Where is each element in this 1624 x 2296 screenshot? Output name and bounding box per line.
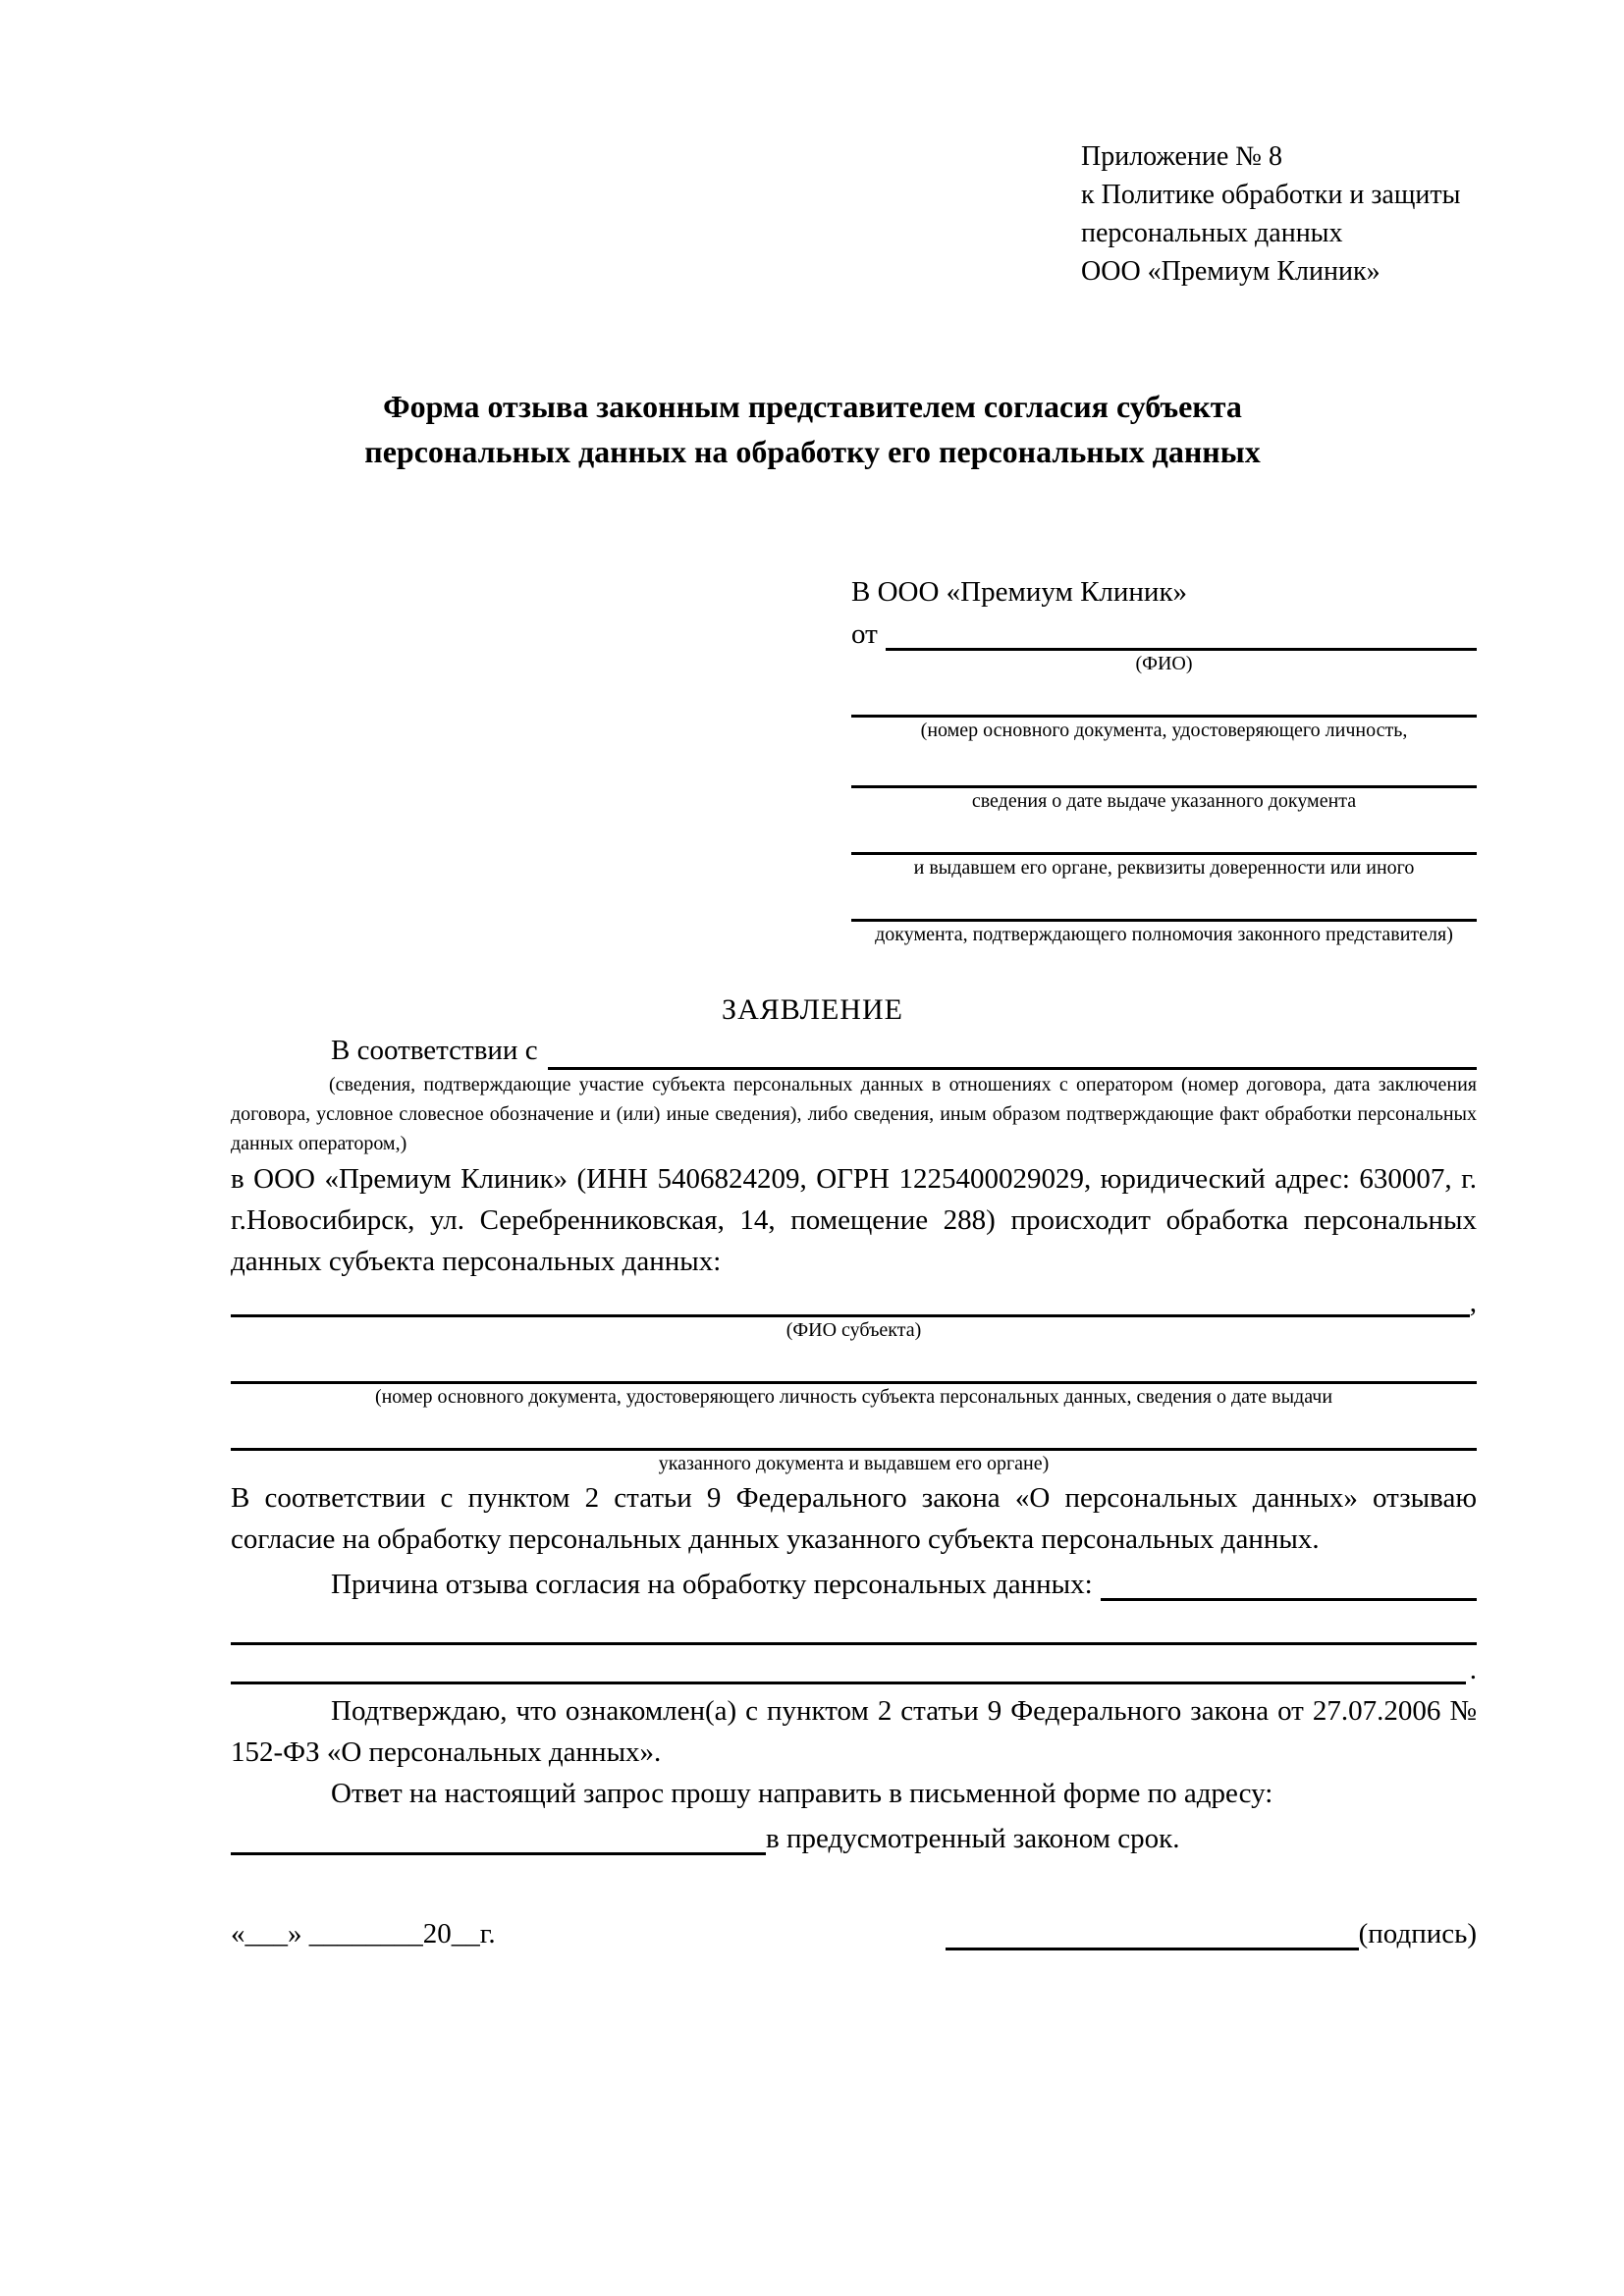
issuing-authority-fill-line[interactable] [851,815,1477,855]
reason-blank-line2[interactable] [231,1682,1466,1684]
reason-prefix: Причина отзыва согласия на обработку персональных данных: [331,1569,1093,1600]
document-title-line2: персональных данных на обработку его персональных данных [364,434,1261,469]
reply-address-fill-line[interactable] [231,1852,766,1855]
subject-document-fill-line2[interactable] [231,1411,1477,1451]
annex-line: Приложение № 8 [1081,141,1282,172]
reason-blank-line2-row [231,1645,1477,1684]
date-blank[interactable]: «___» ________20__г. [231,1918,496,1949]
addressee-to: В ООО «Премиум Клиник» [851,576,1188,608]
date-signature-row [231,1909,1477,1950]
reason-row [231,1560,1477,1601]
from-label: от [851,618,878,650]
document-title-line1: Форма отзыва законным представителем согласия субъекта [383,389,1242,424]
confirm-paragraph: Подтверждаю, что ознакомлен(а) с пунктом 2 статьи 9 Федерального закона от 27.07.2006 № 152-ФЗ «О персональных данных». [231,1695,1477,1768]
subject-document-fill-line[interactable] [231,1344,1477,1384]
according-prefix: В соответствии с [331,1035,538,1066]
reason-blank-line1[interactable] [231,1601,1477,1645]
subject-fio-caption: (ФИО субъекта) [785,1319,922,1341]
comma-after-line: , [1469,1287,1477,1318]
subject-fio-row [231,1282,1477,1317]
reply-paragraph-line2 [231,1814,1477,1855]
fio-caption: (ФИО) [1135,653,1193,674]
signature-fill-line[interactable] [946,1948,1359,1950]
annex-header [1081,137,1477,291]
issuing-authority-caption: и выдавшем его органе, реквизиты доверенности или иного [913,857,1415,879]
annex-line: персональных данных [1081,218,1343,248]
operator-paragraph: в ООО «Премиум Клиник» (ИНН 5406824209, ОГРН 1225400029029, юридический адрес: 630007, г. г.Новосибирск, ул. Серебренниковская, 14, помещение 288) происходит обработка персональных данных субъекта персональных данных: [231,1163,1477,1277]
subject-document-caption-line2: указанного документа и выдавшем его органе) [658,1453,1050,1474]
representative-authority-fill-line[interactable] [851,881,1477,922]
reason-fill-line[interactable] [1101,1598,1477,1601]
document-number-caption: (номер основного документа, удостоверяющего личность, [920,720,1408,741]
addressee-block [851,572,1477,948]
annex-line: ООО «Премиум Клиник» [1081,256,1380,287]
statement-heading: ЗАЯВЛЕНИЕ [722,993,903,1026]
reply-suffix: в предусмотренный законом срок. [766,1823,1180,1854]
reply-paragraph-line1: Ответ на настоящий запрос прошу направить в письменной форме по адресу: [331,1778,1273,1809]
withdrawal-paragraph: В соответствии с пунктом 2 статьи 9 Федерального закона «О персональных данных» отзываю согласие на обработку персональных данных указанного субъекта персональных данных. [231,1482,1477,1555]
document-number-fill-line[interactable] [851,677,1477,718]
according-row [331,1031,1477,1070]
representative-authority-caption: документа, подтверждающего полномочия законного представителя) [875,924,1453,945]
issue-date-caption: сведения о дате выдаче указанного документа [971,790,1357,812]
annex-line: к Политике обработки и защиты [1081,180,1461,210]
issue-date-fill-line[interactable] [851,744,1477,788]
relation-note: (сведения, подтверждающие участие субъекта персональных данных в отношениях с оператором (номер договора, дата заключения договора, условное словесное обозначение и (или) иные сведения), либо сведения, иным образом подтверждающие факт обработки персональных данных оператором,) [231,1074,1477,1154]
document-title [189,384,1435,474]
period-after-line: . [1469,1654,1477,1685]
from-row [851,612,1477,651]
subject-document-caption-line1: (номер основного документа, удостоверяющего личность субъекта персональных данных, сведения о дате выдачи [374,1386,1333,1408]
signature-caption: (подпись) [1358,1918,1477,1949]
